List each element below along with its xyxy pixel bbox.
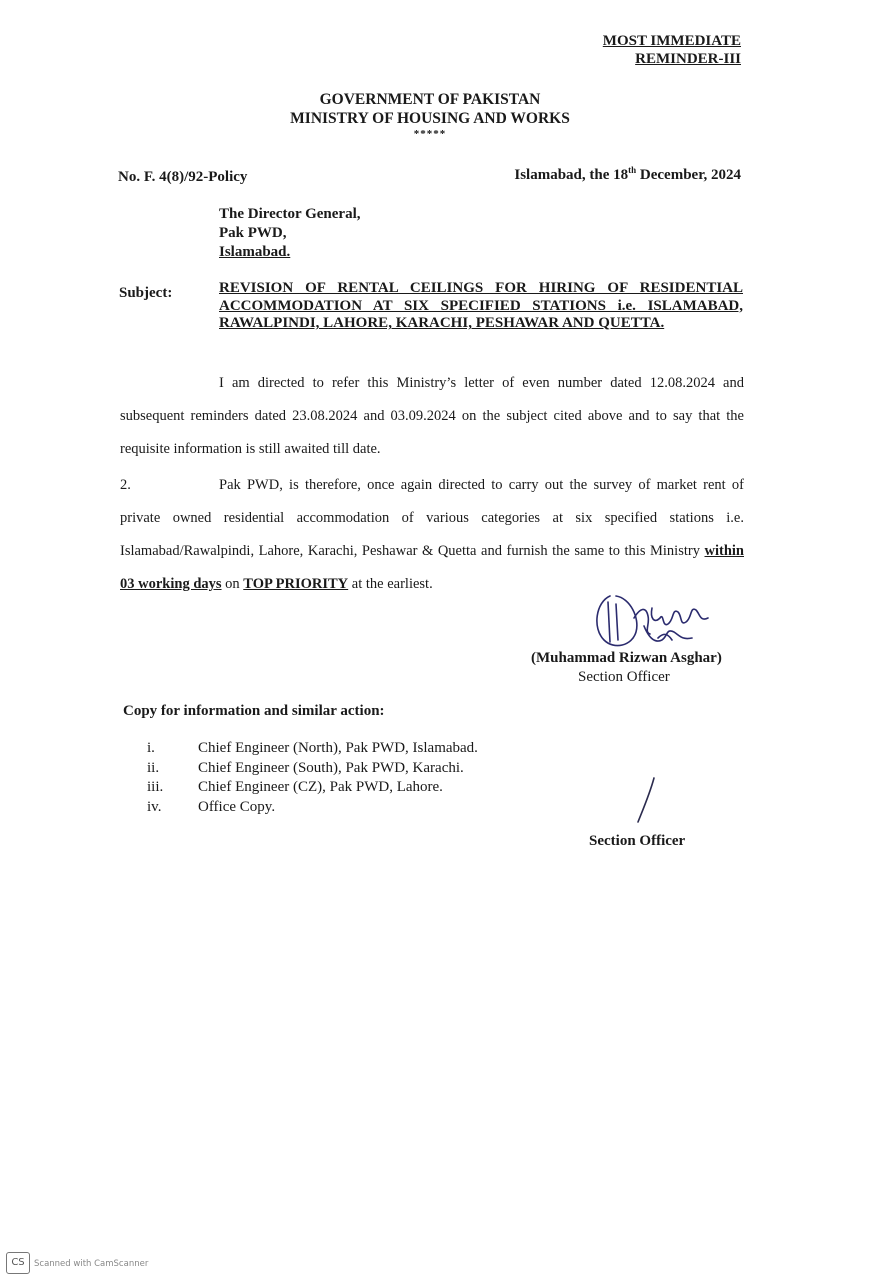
- most-immediate-label: MOST IMMEDIATE: [602, 33, 741, 49]
- list-item-number: iii.: [147, 779, 164, 795]
- list-item-text: Chief Engineer (South), Pak PWD, Karachi.: [198, 759, 464, 776]
- initial-mark: [632, 775, 662, 825]
- subject-text: REVISION OF RENTAL CEILINGS FOR HIRING OF RESIDENTIAL ACCOMMODATION AT SIX SPECIFIED STATIONS i.e. ISLAMABAD, RAWALPINDI, LAHORE, KARACHI, PESHAWAR AND QUETTA.: [219, 280, 743, 331]
- copy-to-list: [147, 739, 478, 817]
- deadline-emphasis: within 03 working days: [120, 543, 744, 592]
- ministry-title: MINISTRY OF HOUSING AND WORKS: [290, 110, 570, 127]
- subject-label: Subject:: [119, 285, 173, 301]
- letterhead: [0, 90, 860, 140]
- camscanner-logo-icon: CS: [6, 1252, 30, 1274]
- body-paragraph-1: I am directed to refer this Ministry’s letter of even number dated 12.08.2024 and subsequent reminders dated 23.08.2024 and 03.09.2024 on the subject cited above and to say that the requisite information is still awaited till date.: [120, 375, 744, 457]
- letter-date: [514, 165, 741, 184]
- addressee-line-2: Pak PWD,: [219, 225, 287, 241]
- signatory-name: (Muhammad Rizwan Asghar): [531, 650, 722, 666]
- list-item: [147, 759, 478, 779]
- list-item: [147, 739, 478, 759]
- addressee-line-1: The Director General,: [219, 206, 361, 222]
- addressee-block: [219, 205, 361, 262]
- body-paragraph-2: [120, 469, 744, 601]
- list-item: [147, 778, 478, 798]
- list-item-text: Chief Engineer (CZ), Pak PWD, Lahore.: [198, 779, 443, 795]
- reference-number: No. F. 4(8)/92-Policy: [118, 169, 248, 185]
- paragraph-number: 2.: [120, 477, 131, 493]
- copy-to-heading: Copy for information and similar action:: [123, 703, 385, 719]
- list-item: [147, 798, 478, 818]
- signatory-designation: Section Officer: [578, 669, 670, 685]
- date-ordinal: th: [628, 165, 637, 175]
- reminder-label: REMINDER-III: [635, 51, 741, 67]
- list-item-text: Chief Engineer (North), Pak PWD, Islamabad.: [198, 740, 478, 756]
- date-prefix: Islamabad, the 18: [514, 167, 629, 183]
- para2-text-c: on: [221, 576, 244, 592]
- date-suffix: December, 2024: [636, 167, 741, 183]
- addressee-line-3: Islamabad.: [219, 244, 291, 260]
- list-item-number: iv.: [147, 798, 162, 815]
- para2-text-a: Pak PWD, is therefore, once again directed to carry out the survey of market rent of private owned residential accommodation of various categories at six specified stations i.e. Islamabad/Rawalpindi, Lahore, Karachi, Peshawar & Quetta and furnish the same to this Ministry: [120, 477, 744, 559]
- priority-emphasis: TOP PRIORITY: [243, 576, 349, 592]
- list-item-text: Office Copy.: [198, 798, 276, 815]
- government-title: GOVERNMENT OF PAKISTAN: [319, 91, 541, 108]
- list-item-number: i.: [147, 740, 155, 756]
- urgency-marking: [603, 32, 741, 68]
- para2-text-e: at the earliest.: [348, 576, 433, 592]
- handwritten-signature: [588, 588, 718, 658]
- signoff-designation: Section Officer: [589, 833, 686, 849]
- list-item-number: ii.: [147, 759, 160, 776]
- header-stars: *****: [413, 128, 447, 140]
- scanner-watermark: Scanned with CamScanner: [34, 1259, 149, 1269]
